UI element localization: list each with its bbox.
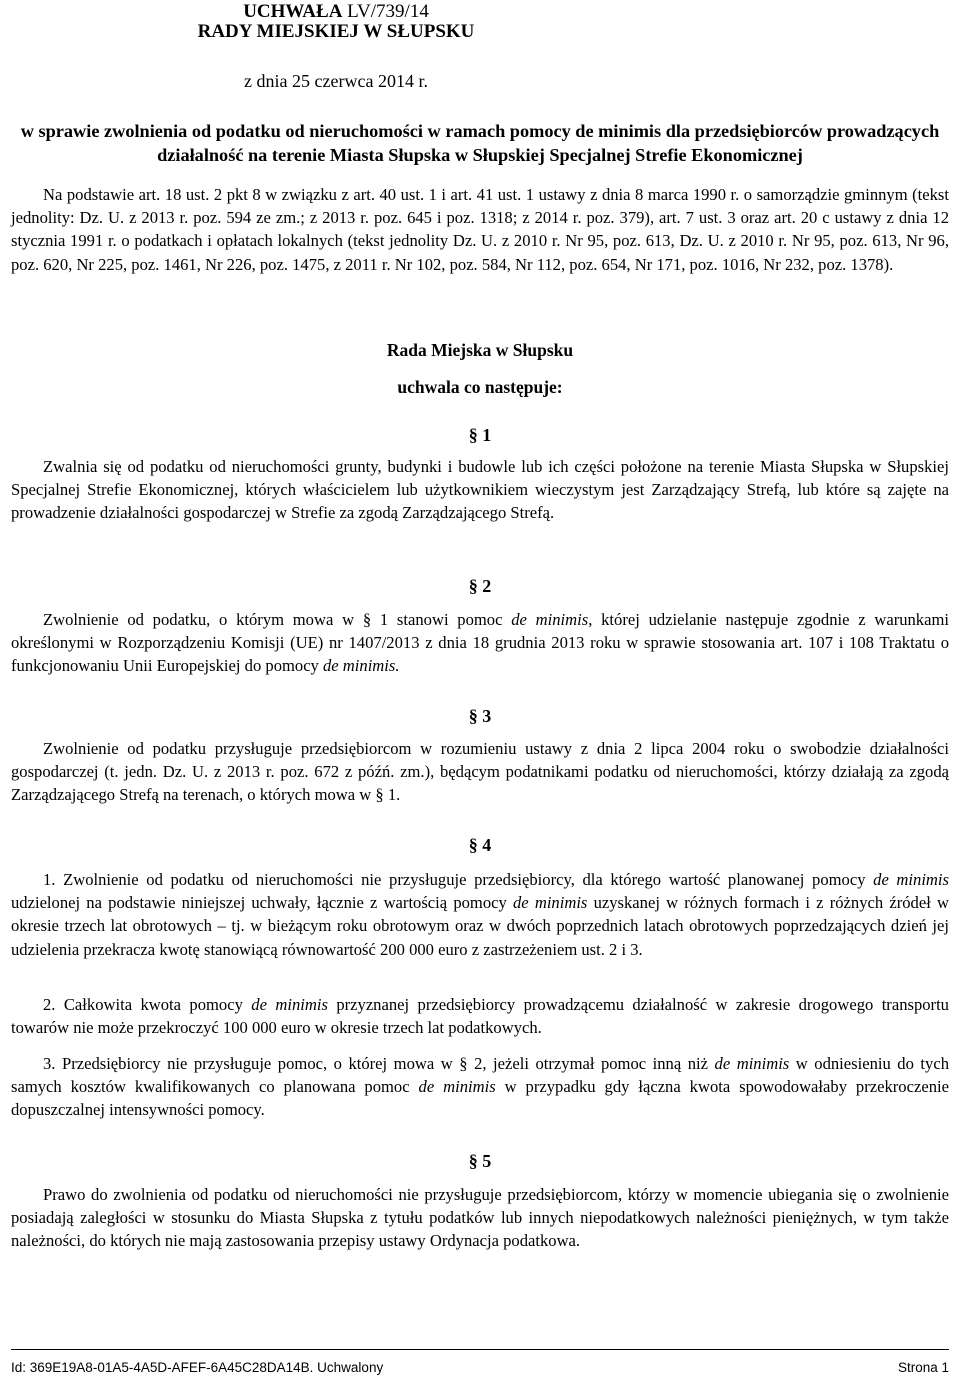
section-4-p2-a: 2. Całkowita kwota pomocy: [43, 995, 252, 1014]
section-3-mark: § 3: [468, 706, 492, 726]
section-4-paragraph-3: [11, 1052, 949, 1122]
resolution-date: z dnia 25 czerwca 2014 r.: [244, 71, 428, 91]
resolution-number: LV/739/14: [347, 1, 429, 22]
section-2-term: de minimis: [511, 610, 589, 629]
section-4-p3-a: 3. Przedsiębiorcy nie przysługuje pomoc, o której mowa w § 2, jeżeli otrzymał pomoc inną niż: [43, 1054, 715, 1073]
page-number: Strona 1: [897, 1360, 949, 1375]
section-4-p1-b: udzielonej na podstawie niniejszej uchwały, łącznie z wartością pomocy: [11, 893, 513, 913]
resolution-title-word: UCHWAŁA: [243, 1, 343, 22]
section-4-p2-term: de minimis: [251, 995, 328, 1014]
resolves-heading: uchwala co następuje:: [397, 377, 563, 397]
section-5-mark: § 5: [468, 1151, 492, 1171]
resolution-title: [11, 2, 661, 22]
section-4-paragraph-2: [11, 993, 949, 1039]
section-4-p3-b: w odniesieniu do tych samych kosztów kwalifikowanych co planowana pomoc: [11, 1054, 949, 1097]
section-2-text: [11, 608, 949, 678]
section-4-p3-term-1: de minimis: [714, 1054, 790, 1073]
footer-divider: [11, 1349, 949, 1350]
section-4-p3-c: w przypadku gdy łączna kwota spowodowałaby przekroczenie dopuszczalnej intensywności pomocy.: [11, 1077, 949, 1120]
section-2-mark: § 2: [468, 576, 492, 596]
section-4-p3-term-2: de minimis: [418, 1077, 496, 1097]
section-4-p1-term-1: de minimis: [873, 870, 949, 889]
document-id: Id: 369E19A8-01A5-4A5D-AFEF-6A45C28DA14B. Uchwalony: [11, 1360, 384, 1375]
section-1-text: Zwalnia się od podatku od nieruchomości grunty, budynki i budowle lub ich części położone na terenie Miasta Słupska w Słupskiej Specjalnej Strefie Ekonomicznej, których właścicielem lub użytkownikiem wieczystym jest Zarządzający Strefą, lub które są zajęte na prowadzenie działalności gospodarczej w Strefie za zgodą Zarządzającego Strefą.: [11, 457, 949, 523]
section-2-text-a: Zwolnienie od podatku, o którym mowa w § 1 stanowi pomoc: [43, 610, 512, 629]
section-2-text-b: , której udzielanie następuje zgodnie z warunkami określonymi w Rozporządzeniu Komisji (UE) nr 1407/2013 z dnia 18 grudnia 2013 roku w sprawie stosowania art. 107 i 108 Traktatu o funkcjonowaniu Unii Europejskiej do pomocy: [11, 610, 949, 676]
preamble: Na podstawie art. 18 ust. 2 pkt 8 w związku z art. 40 ust. 1 i art. 41 ust. 1 ustawy z dnia 8 marca 1990 r. o samorządzie gminnym (tekst jednolity: Dz. U. z 2013 r. poz. 594 ze zm.; z 2013 r. poz. 645 i poz. 1318; z 2014 r. poz. 379), art. 7 ust. 3 oraz art. 20 c ustawy z dnia 12 stycznia 1991 r. o podatkach i opłatach lokalnych (tekst jednolity Dz. U. z 2010 r. Nr 95, poz. 613, Dz. U. z 2010 r. Nr 95, poz. 613, Nr 96, poz. 620, Nr 225, poz. 1461, Nr 226, poz. 1475, z 2011 r. Nr 102, poz. 584, Nr 112, poz. 654, Nr 171, poz. 1016, Nr 232, poz. 1378).: [11, 185, 949, 274]
section-4-p1-term-2: de minimis: [512, 893, 588, 913]
section-4-p1-a: 1. Zwolnienie od podatku od nieruchomości nie przysługuje przedsiębiorcy, dla którego wartość planowanej pomocy: [43, 870, 874, 889]
council-heading: Rada Miejska w Słupsku: [386, 340, 574, 360]
section-2-term-2: de minimis.: [323, 656, 400, 676]
section-4-paragraph-1: [11, 868, 949, 961]
section-1-mark: § 1: [468, 425, 492, 445]
section-4-p1-c: uzyskanej w różnych formach i z różnych źródeł w okresie trzech lat obrotowych – tj. w bieżącym roku obrotowym oraz w dwóch poprzednich latach obrotowych poprzedzających dzień jej udzielenia przekracza kwotę stanowiącą równowartość 200 000 euro z zastrzeżeniem ust. 2 i 3.: [11, 893, 949, 959]
section-4-p2-b: przyznanej przedsiębiorcy prowadzącemu działalność w zakresie drogowego transportu towarów nie może przekroczyć 100 000 euro w okresie trzech lat podatkowych.: [11, 995, 949, 1038]
council-name: RADY MIEJSKIEJ W SŁUPSKU: [197, 21, 475, 42]
section-3-text: Zwolnienie od podatku przysługuje przedsiębiorcom w rozumieniu ustawy z dnia 2 lipca 2004 roku o swobodzie działalności gospodarczej (t. jedn. Dz. U. z 2013 r. poz. 672 z późń. zm.), będącym podatnikami podatku od nieruchomości, którzy działają za zgodą Zarządzającego Strefą na terenach, o których mowa w § 1.: [11, 739, 949, 805]
section-5-text: Prawo do zwolnienia od podatku od nieruchomości nie przysługuje przedsiębiorcom, którzy w momencie ubiegania się o zwolnienie posiadają zaległości w stosunku do Miasta Słupska z tytułu podatków lub innych niepodatkowych należności pieniężnych, w tym także należności, do których nie mają zastosowania przepisy ustawy Ordynacja podatkowa.: [11, 1185, 949, 1251]
resolution-subject: w sprawie zwolnienia od podatku od nieruchomości w ramach pomocy de minimis dla przedsiębiorców prowadzących działalność na terenie Miasta Słupska w Słupskiej Specjalnej Strefie Ekonomicznej: [20, 121, 940, 165]
section-4-mark: § 4: [468, 835, 492, 855]
